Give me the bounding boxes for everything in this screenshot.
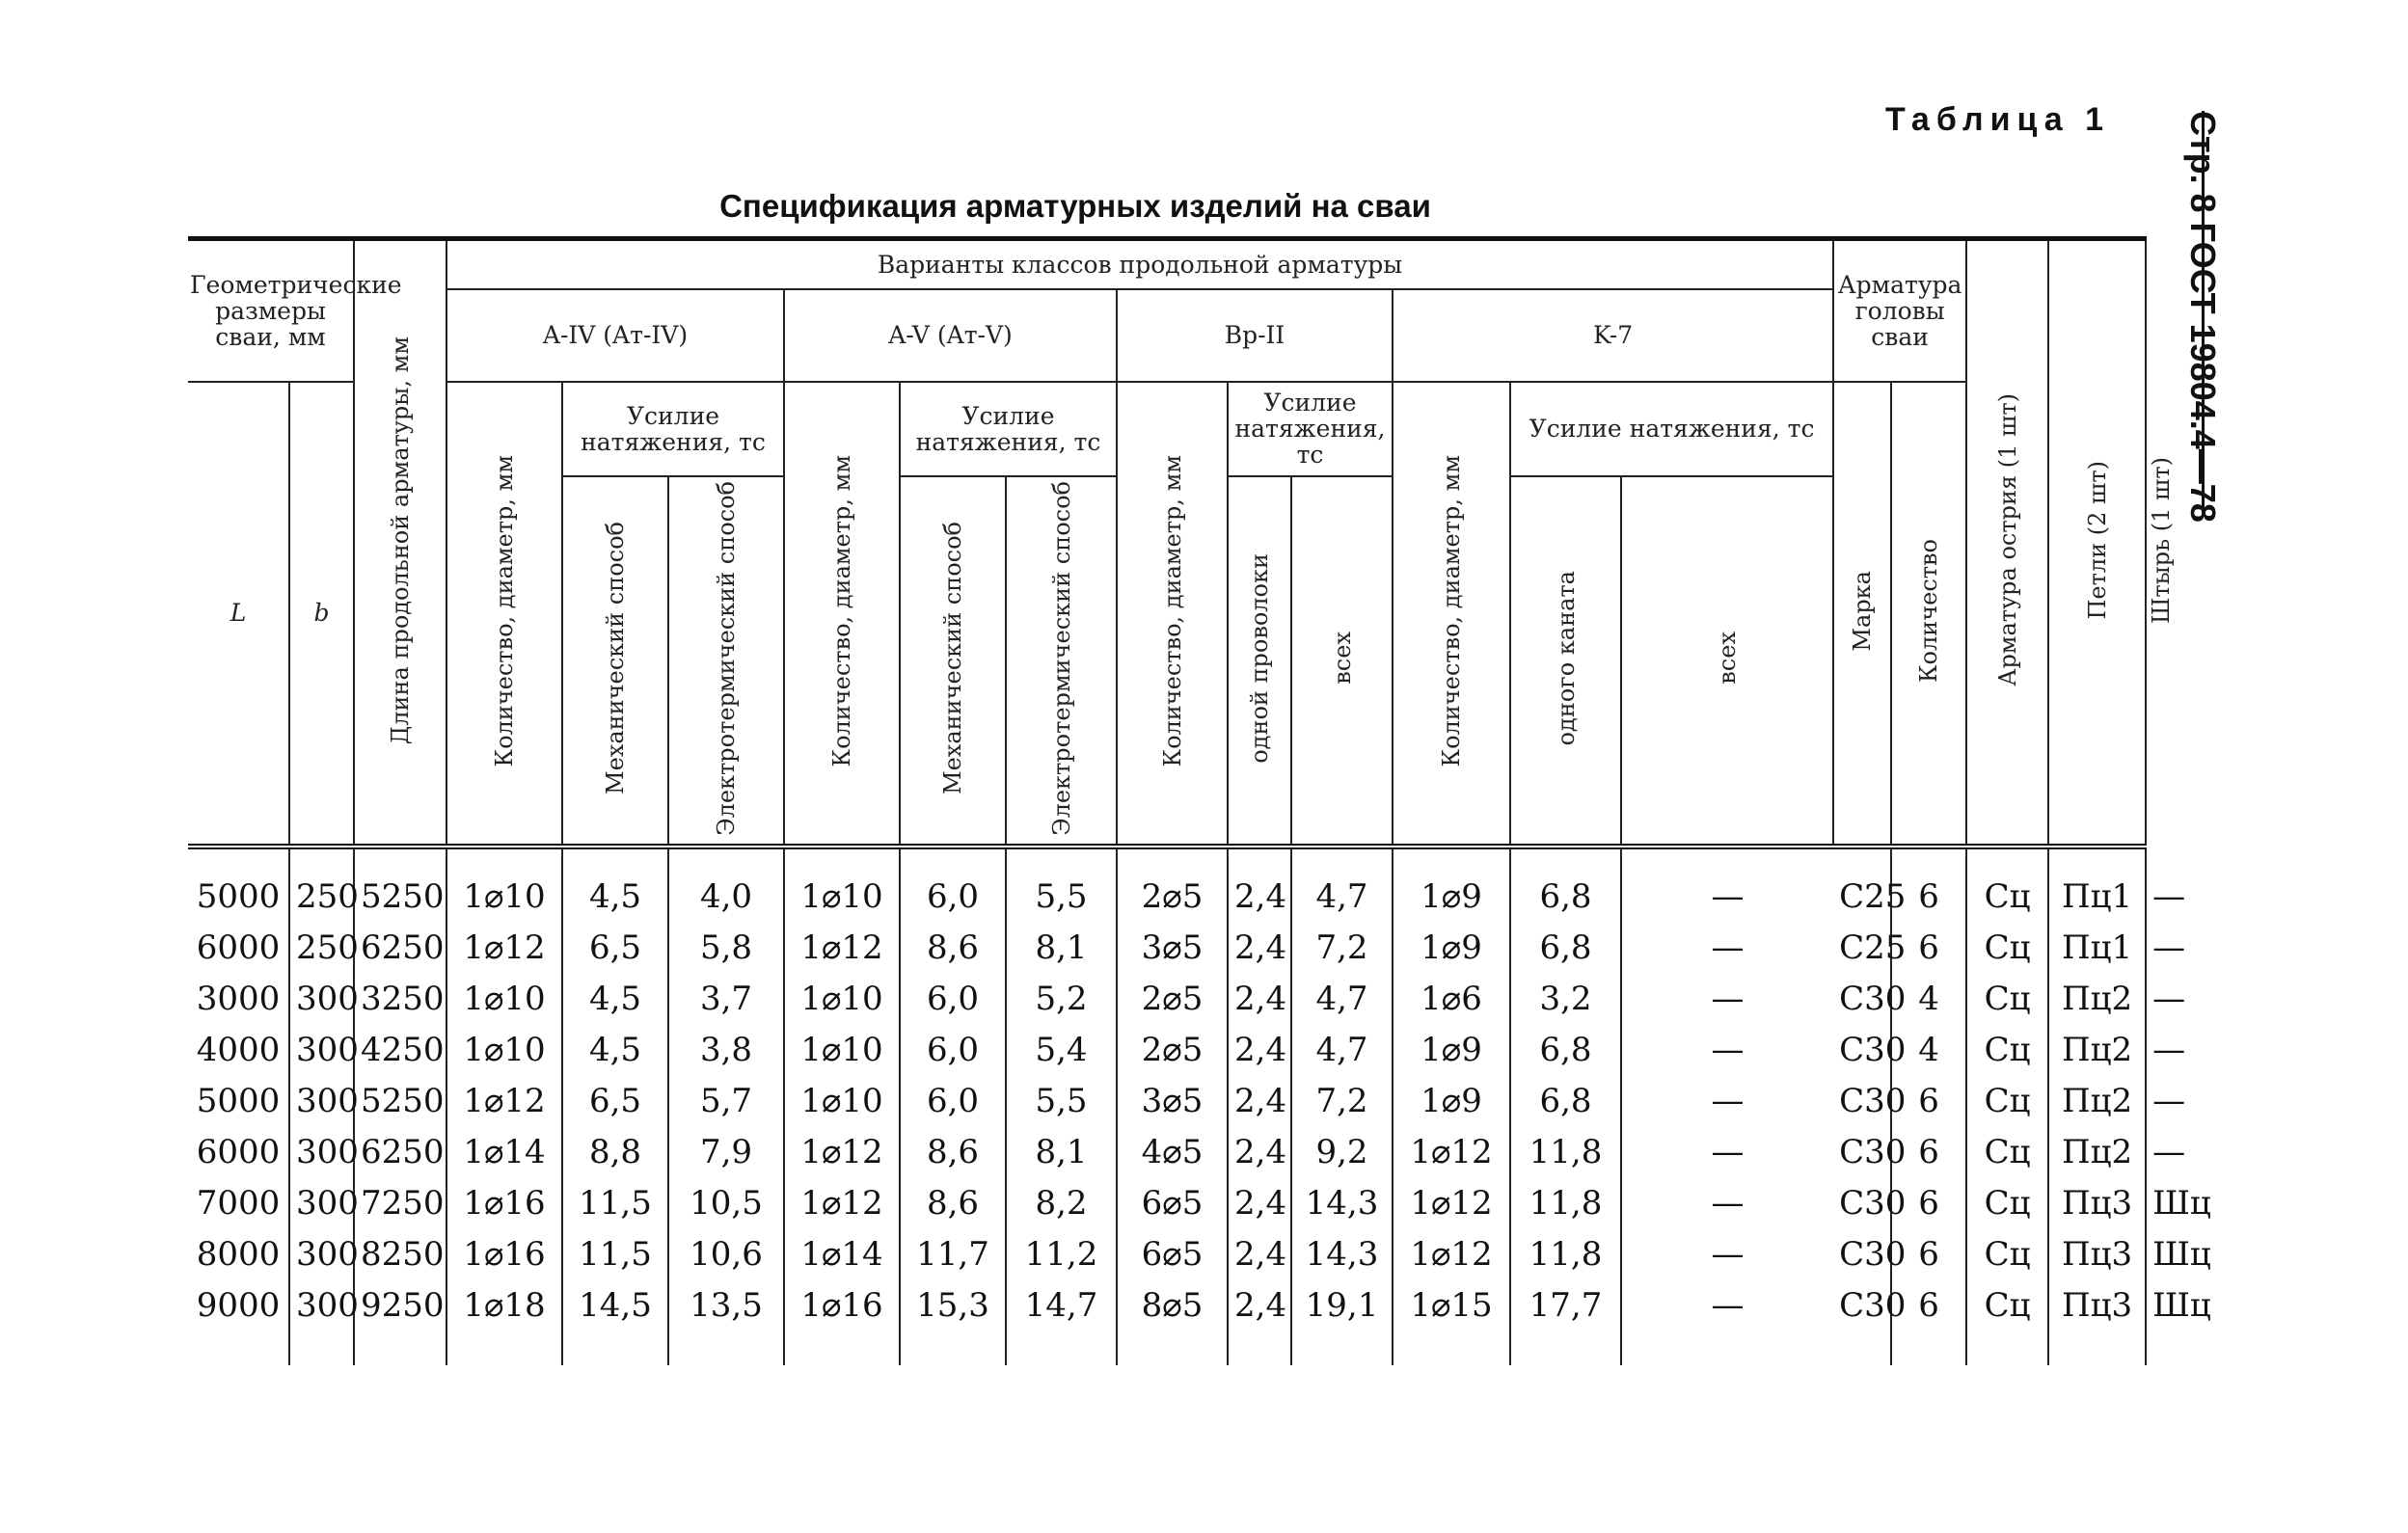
cell-a4-qty: 1⌀10 bbox=[446, 973, 562, 1024]
header-k7-qty: Количество, диаметр, мм bbox=[1393, 382, 1510, 847]
cell-tip: Сц bbox=[1966, 1279, 2048, 1365]
cell-bp-one-wire: 2,4 bbox=[1228, 1075, 1291, 1126]
cell-b: 300 bbox=[289, 1126, 354, 1177]
cell-a4-qty: 1⌀18 bbox=[446, 1279, 562, 1365]
cell-L: 5000 bbox=[188, 1075, 289, 1126]
header-bp-one-wire: одной проволоки bbox=[1228, 476, 1291, 847]
cell-tip: Сц bbox=[1966, 1228, 2048, 1279]
header-b: b bbox=[289, 382, 354, 847]
cell-a5-qty: 1⌀16 bbox=[784, 1279, 900, 1365]
cell-a5-electro: 5,5 bbox=[1006, 1075, 1117, 1126]
cell-b: 300 bbox=[289, 1228, 354, 1279]
cell-qty: 4 bbox=[1891, 1024, 1966, 1075]
cell-qty: 6 bbox=[1891, 1228, 1966, 1279]
cell-a5-electro: 8,1 bbox=[1006, 1126, 1117, 1177]
cell-k7-all: — bbox=[1621, 1177, 1833, 1228]
cell-a4-electro: 7,9 bbox=[668, 1126, 784, 1177]
header-L: L bbox=[188, 382, 289, 847]
cell-k7-one-rope: 17,7 bbox=[1510, 1279, 1621, 1365]
cell-tip: Сц bbox=[1966, 922, 2048, 973]
cell-k7-all: — bbox=[1621, 1024, 1833, 1075]
cell-mark: С30 bbox=[1833, 1075, 1891, 1126]
cell-k7-qty: 1⌀9 bbox=[1393, 922, 1510, 973]
cell-a4-electro: 10,5 bbox=[668, 1177, 784, 1228]
cell-mark: С25 bbox=[1833, 922, 1891, 973]
cell-a4-qty: 1⌀16 bbox=[446, 1228, 562, 1279]
cell-loops: Пц2 bbox=[2048, 1075, 2146, 1126]
cell-loops: Пц3 bbox=[2048, 1279, 2146, 1365]
cell-b: 250 bbox=[289, 847, 354, 922]
cell-tip: Сц bbox=[1966, 1024, 2048, 1075]
cell-bp-all: 4,7 bbox=[1291, 1024, 1393, 1075]
cell-qty: 6 bbox=[1891, 1075, 1966, 1126]
cell-a4-mech: 11,5 bbox=[562, 1177, 668, 1228]
cell-b: 250 bbox=[289, 922, 354, 973]
cell-a5-mech: 8,6 bbox=[900, 1177, 1006, 1228]
cell-b: 300 bbox=[289, 1177, 354, 1228]
table-row: 6000 300 6250 1⌀14 8,8 7,9 1⌀12 8,6 8,1 4⌀5 2,4 9,2 1⌀12 11,8 — С30 6 Сц Пц2 — bbox=[188, 1126, 2146, 1177]
table-title: Спецификация арматурных изделий на сваи bbox=[719, 188, 1431, 224]
table-row: 4000 300 4250 1⌀10 4,5 3,8 1⌀10 6,0 5,4 2⌀5 2,4 4,7 1⌀9 6,8 — С30 4 Сц Пц2 — bbox=[188, 1024, 2146, 1075]
cell-a5-mech: 6,0 bbox=[900, 1075, 1006, 1126]
cell-mark: С30 bbox=[1833, 1228, 1891, 1279]
cell-a4-electro: 10,6 bbox=[668, 1228, 784, 1279]
header-a4-force: Усилие натяжения, тс bbox=[562, 382, 784, 476]
header-k7-force: Усилие натяжения, тс bbox=[1510, 382, 1833, 476]
cell-a4-mech: 4,5 bbox=[562, 847, 668, 922]
cell-length: 5250 bbox=[354, 847, 446, 922]
cell-bp-qty: 8⌀5 bbox=[1117, 1279, 1228, 1365]
cell-a5-electro: 11,2 bbox=[1006, 1228, 1117, 1279]
header-a4-mech: Механический способ bbox=[562, 476, 668, 847]
cell-bp-qty: 2⌀5 bbox=[1117, 847, 1228, 922]
cell-a5-qty: 1⌀12 bbox=[784, 1126, 900, 1177]
cell-loops: Пц3 bbox=[2048, 1228, 2146, 1279]
cell-loops: Пц1 bbox=[2048, 847, 2146, 922]
cell-k7-qty: 1⌀12 bbox=[1393, 1177, 1510, 1228]
table-row: 9000 300 9250 1⌀18 14,5 13,5 1⌀16 15,3 14,7 8⌀5 2,4 19,1 1⌀15 17,7 — С30 6 Сц Пц3 Шц bbox=[188, 1279, 2146, 1365]
cell-a5-mech: 6,0 bbox=[900, 847, 1006, 922]
cell-a4-electro: 13,5 bbox=[668, 1279, 784, 1365]
header-tip-rebar: Арматура острия (1 шт) bbox=[1966, 239, 2048, 847]
cell-b: 300 bbox=[289, 973, 354, 1024]
cell-k7-qty: 1⌀12 bbox=[1393, 1126, 1510, 1177]
header-a5-force: Усилие натяжения, тс bbox=[900, 382, 1117, 476]
cell-k7-one-rope: 3,2 bbox=[1510, 973, 1621, 1024]
cell-a5-electro: 8,2 bbox=[1006, 1177, 1117, 1228]
header-variants: Варианты классов продольной арматуры bbox=[446, 239, 1833, 289]
cell-L: 8000 bbox=[188, 1228, 289, 1279]
cell-qty: 6 bbox=[1891, 1177, 1966, 1228]
cell-b: 300 bbox=[289, 1279, 354, 1365]
cell-bp-all: 4,7 bbox=[1291, 847, 1393, 922]
cell-bp-one-wire: 2,4 bbox=[1228, 973, 1291, 1024]
cell-b: 300 bbox=[289, 1075, 354, 1126]
cell-bp-qty: 4⌀5 bbox=[1117, 1126, 1228, 1177]
cell-L: 6000 bbox=[188, 922, 289, 973]
cell-a4-mech: 6,5 bbox=[562, 1075, 668, 1126]
cell-a4-mech: 14,5 bbox=[562, 1279, 668, 1365]
cell-qty: 6 bbox=[1891, 922, 1966, 973]
cell-mark: С30 bbox=[1833, 973, 1891, 1024]
header-head-rebar: Арматура головы сваи bbox=[1833, 239, 1966, 382]
cell-mark: С30 bbox=[1833, 1177, 1891, 1228]
cell-b: 300 bbox=[289, 1024, 354, 1075]
cell-a5-qty: 1⌀14 bbox=[784, 1228, 900, 1279]
cell-k7-one-rope: 6,8 bbox=[1510, 922, 1621, 973]
cell-length: 5250 bbox=[354, 1075, 446, 1126]
cell-k7-all: — bbox=[1621, 1228, 1833, 1279]
cell-L: 4000 bbox=[188, 1024, 289, 1075]
header-class-a5: A-V (Aт-V) bbox=[784, 289, 1117, 382]
header-length-rebar: Длина продольной арматуры, мм bbox=[354, 239, 446, 847]
cell-a5-mech: 11,7 bbox=[900, 1228, 1006, 1279]
cell-a5-mech: 6,0 bbox=[900, 1024, 1006, 1075]
cell-a5-qty: 1⌀12 bbox=[784, 1177, 900, 1228]
side-page-header: Стр. 8 ГОСТ 19804.4—78 bbox=[2183, 111, 2223, 523]
cell-bp-one-wire: 2,4 bbox=[1228, 1279, 1291, 1365]
cell-loops: Пц2 bbox=[2048, 1024, 2146, 1075]
cell-a4-qty: 1⌀14 bbox=[446, 1126, 562, 1177]
header-a5-electro: Электротермический способ bbox=[1006, 476, 1117, 847]
cell-L: 7000 bbox=[188, 1177, 289, 1228]
cell-bp-qty: 6⌀5 bbox=[1117, 1177, 1228, 1228]
cell-bp-all: 4,7 bbox=[1291, 973, 1393, 1024]
cell-k7-qty: 1⌀12 bbox=[1393, 1228, 1510, 1279]
cell-bp-qty: 2⌀5 bbox=[1117, 973, 1228, 1024]
header-class-k7: K-7 bbox=[1393, 289, 1833, 382]
cell-a4-qty: 1⌀16 bbox=[446, 1177, 562, 1228]
cell-a5-mech: 8,6 bbox=[900, 1126, 1006, 1177]
header-a4-qty: Количество, диаметр, мм bbox=[446, 382, 562, 847]
table-label: Таблица 1 bbox=[1885, 101, 2111, 138]
cell-bp-all: 7,2 bbox=[1291, 1075, 1393, 1126]
cell-L: 3000 bbox=[188, 973, 289, 1024]
cell-tip: Сц bbox=[1966, 847, 2048, 922]
header-bp-force: Усилие натяжения, тс bbox=[1228, 382, 1393, 476]
cell-a4-qty: 1⌀12 bbox=[446, 1075, 562, 1126]
header-a5-qty: Количество, диаметр, мм bbox=[784, 382, 900, 847]
cell-a4-electro: 3,8 bbox=[668, 1024, 784, 1075]
cell-k7-qty: 1⌀9 bbox=[1393, 1024, 1510, 1075]
cell-k7-all: — bbox=[1621, 973, 1833, 1024]
cell-a5-qty: 1⌀10 bbox=[784, 1024, 900, 1075]
cell-bp-one-wire: 2,4 bbox=[1228, 1024, 1291, 1075]
cell-mark: С30 bbox=[1833, 1024, 1891, 1075]
cell-k7-one-rope: 11,8 bbox=[1510, 1228, 1621, 1279]
header-k7-all: всех bbox=[1621, 476, 1833, 847]
cell-a4-electro: 5,8 bbox=[668, 922, 784, 973]
cell-length: 7250 bbox=[354, 1177, 446, 1228]
header-a5-mech: Механический способ bbox=[900, 476, 1006, 847]
cell-length: 4250 bbox=[354, 1024, 446, 1075]
cell-qty: 6 bbox=[1891, 847, 1966, 922]
table-body bbox=[188, 847, 2211, 1365]
header-mark: Марка bbox=[1833, 382, 1891, 847]
header-geometry: Геометрические размеры сваи, мм bbox=[188, 239, 354, 382]
cell-k7-all: — bbox=[1621, 1279, 1833, 1365]
cell-bp-qty: 6⌀5 bbox=[1117, 1228, 1228, 1279]
cell-k7-qty: 1⌀9 bbox=[1393, 1075, 1510, 1126]
cell-L: 6000 bbox=[188, 1126, 289, 1177]
table-row: 5000 250 5250 1⌀10 4,5 4,0 1⌀10 6,0 5,5 2⌀5 2,4 4,7 1⌀9 6,8 — С25 6 Сц Пц1 — bbox=[188, 847, 2146, 922]
cell-tip: Сц bbox=[1966, 973, 2048, 1024]
cell-tip: Сц bbox=[1966, 1075, 2048, 1126]
cell-loops: Пц2 bbox=[2048, 973, 2146, 1024]
cell-k7-one-rope: 6,8 bbox=[1510, 847, 1621, 922]
cell-qty: 6 bbox=[1891, 1126, 1966, 1177]
header-k7-one-rope: одного каната bbox=[1510, 476, 1621, 847]
cell-qty: 6 bbox=[1891, 1279, 1966, 1365]
cell-tip: Сц bbox=[1966, 1126, 2048, 1177]
cell-bp-qty: 3⌀5 bbox=[1117, 922, 1228, 973]
cell-bp-one-wire: 2,4 bbox=[1228, 1228, 1291, 1279]
cell-k7-qty: 1⌀6 bbox=[1393, 973, 1510, 1024]
cell-bp-qty: 3⌀5 bbox=[1117, 1075, 1228, 1126]
cell-a4-mech: 4,5 bbox=[562, 973, 668, 1024]
cell-length: 8250 bbox=[354, 1228, 446, 1279]
cell-a5-qty: 1⌀10 bbox=[784, 1075, 900, 1126]
cell-a4-qty: 1⌀10 bbox=[446, 847, 562, 922]
cell-L: 5000 bbox=[188, 847, 289, 922]
cell-a4-electro: 3,7 bbox=[668, 973, 784, 1024]
cell-L: 9000 bbox=[188, 1279, 289, 1365]
cell-a4-qty: 1⌀10 bbox=[446, 1024, 562, 1075]
cell-a5-mech: 8,6 bbox=[900, 922, 1006, 973]
cell-bp-one-wire: 2,4 bbox=[1228, 1177, 1291, 1228]
cell-a4-mech: 6,5 bbox=[562, 922, 668, 973]
cell-k7-one-rope: 6,8 bbox=[1510, 1024, 1621, 1075]
specification-table: Геометрические размеры сваи, мм Длина продольной арматуры, мм Варианты классов продольной арматуры Арматура головы сваи Арматура острия (1 шт) Петли (2 шт) Штырь (1 шт) A-IV (Aт-IV) A-V (Aт-V) Bp-II K-7 L b Количество, диаметр, мм Усилие натяжения, тс Количество, диаметр, мм Усилие натяжения, тс Количество, диаметр, мм Усилие натяжения, тс Количество, диаметр, мм Усилие натяжения, тс Марка Количество Механический способ Электротермический способ Механический способ Электротермический способ одной проволоки всех одного каната всех 5000 250 5250 1⌀10 4,5 4,0 1⌀10 6,0 5,5 2⌀5 2,4 4,7 1⌀9 6,8 — С25 6 Сц Пц1 — 6000 250 6250 1⌀12 6,5 5,8 1⌀12 8,6 8,1 3⌀5 2,4 7,2 1⌀9 6,8 — С25 6 Сц Пц1 — 3000 300 3250 1⌀10 4,5 3,7 1⌀10 6,0 5,2 2⌀5 2,4 4,7 1⌀6 3,2 — С30 4 Сц Пц2 — 4000 300 4250 1⌀10 4,5 3,8 1⌀10 6,0 5,4 2⌀5 2,4 4,7 1⌀9 6,8 — С30 4 Сц Пц2 — 5000 300 5250 1⌀12 6,5 5,7 1⌀10 6,0 5,5 3⌀5 2,4 7,2 1⌀9 6,8 — С30 6 Сц Пц2 — 6000 300 6250 1⌀14 8,8 7,9 1⌀12 8,6 8,1 4⌀5 2,4 9,2 1⌀12 11,8 — С30 6 Сц Пц2 — 7000 300 7250 1⌀16 11,5 10,5 1⌀12 8,6 8,2 6⌀5 2,4 14,3 1⌀12 11,8 — С30 6 Сц Пц3 Шц 8000 300 8250 1⌀16 11,5 10,6 1⌀14 11,7 11,2 6⌀5 2,4 14,3 1⌀12 11,8 — С30 6 Сц Пц3 Шц 9000 300 9250 1⌀18 14,5 13,5 1⌀16 15,3 14,7 8⌀5 2,4 19,1 1⌀15 17,7 — С30 6 Сц Пц3 Шц bbox=[188, 236, 2146, 1365]
cell-length: 6250 bbox=[354, 1126, 446, 1177]
cell-a5-qty: 1⌀10 bbox=[784, 847, 900, 922]
cell-loops: Пц3 bbox=[2048, 1177, 2146, 1228]
cell-k7-all: — bbox=[1621, 847, 1833, 922]
cell-a5-qty: 1⌀10 bbox=[784, 973, 900, 1024]
cell-a5-mech: 6,0 bbox=[900, 973, 1006, 1024]
cell-k7-qty: 1⌀9 bbox=[1393, 847, 1510, 922]
cell-tip: Сц bbox=[1966, 1177, 2048, 1228]
cell-a5-electro: 14,7 bbox=[1006, 1279, 1117, 1365]
cell-bp-all: 14,3 bbox=[1291, 1177, 1393, 1228]
cell-k7-all: — bbox=[1621, 1126, 1833, 1177]
header-class-bp2: Bp-II bbox=[1117, 289, 1393, 382]
cell-k7-one-rope: 11,8 bbox=[1510, 1177, 1621, 1228]
header-bp-all: всех bbox=[1291, 476, 1393, 847]
cell-a4-electro: 5,7 bbox=[668, 1075, 784, 1126]
table-row: 6000 250 6250 1⌀12 6,5 5,8 1⌀12 8,6 8,1 3⌀5 2,4 7,2 1⌀9 6,8 — С25 6 Сц Пц1 — bbox=[188, 922, 2146, 973]
header-loops: Петли (2 шт) bbox=[2048, 239, 2146, 847]
header-class-a4: A-IV (Aт-IV) bbox=[446, 289, 784, 382]
cell-bp-all: 19,1 bbox=[1291, 1279, 1393, 1365]
cell-a5-electro: 8,1 bbox=[1006, 922, 1117, 973]
cell-a4-electro: 4,0 bbox=[668, 847, 784, 922]
header-bp-qty: Количество, диаметр, мм bbox=[1117, 382, 1228, 847]
cell-k7-one-rope: 6,8 bbox=[1510, 1075, 1621, 1126]
cell-a4-mech: 8,8 bbox=[562, 1126, 668, 1177]
cell-a5-electro: 5,2 bbox=[1006, 973, 1117, 1024]
cell-a4-mech: 11,5 bbox=[562, 1228, 668, 1279]
cell-mark: С25 bbox=[1833, 847, 1891, 922]
cell-bp-all: 14,3 bbox=[1291, 1228, 1393, 1279]
cell-a4-mech: 4,5 bbox=[562, 1024, 668, 1075]
cell-qty: 4 bbox=[1891, 973, 1966, 1024]
cell-mark: С30 bbox=[1833, 1126, 1891, 1177]
cell-bp-one-wire: 2,4 bbox=[1228, 1126, 1291, 1177]
table-row: 8000 300 8250 1⌀16 11,5 10,6 1⌀14 11,7 11,2 6⌀5 2,4 14,3 1⌀12 11,8 — С30 6 Сц Пц3 Шц bbox=[188, 1228, 2146, 1279]
header-a4-electro: Электротермический способ bbox=[668, 476, 784, 847]
table-row: 3000 300 3250 1⌀10 4,5 3,7 1⌀10 6,0 5,2 2⌀5 2,4 4,7 1⌀6 3,2 — С30 4 Сц Пц2 — bbox=[188, 973, 2146, 1024]
header-qty: Количество bbox=[1891, 382, 1966, 847]
cell-k7-one-rope: 11,8 bbox=[1510, 1126, 1621, 1177]
cell-a5-mech: 15,3 bbox=[900, 1279, 1006, 1365]
cell-bp-one-wire: 2,4 bbox=[1228, 922, 1291, 973]
cell-k7-qty: 1⌀15 bbox=[1393, 1279, 1510, 1365]
cell-bp-qty: 2⌀5 bbox=[1117, 1024, 1228, 1075]
cell-length: 9250 bbox=[354, 1279, 446, 1365]
cell-a5-electro: 5,5 bbox=[1006, 847, 1117, 922]
cell-k7-all: — bbox=[1621, 922, 1833, 973]
cell-k7-all: — bbox=[1621, 1075, 1833, 1126]
table-row: 7000 300 7250 1⌀16 11,5 10,5 1⌀12 8,6 8,2 6⌀5 2,4 14,3 1⌀12 11,8 — С30 6 Сц Пц3 Шц bbox=[188, 1177, 2146, 1228]
table-row: 5000 300 5250 1⌀12 6,5 5,7 1⌀10 6,0 5,5 3⌀5 2,4 7,2 1⌀9 6,8 — С30 6 Сц Пц2 — bbox=[188, 1075, 2146, 1126]
cell-a4-qty: 1⌀12 bbox=[446, 922, 562, 973]
cell-bp-all: 7,2 bbox=[1291, 922, 1393, 973]
cell-length: 6250 bbox=[354, 922, 446, 973]
cell-a5-electro: 5,4 bbox=[1006, 1024, 1117, 1075]
cell-bp-all: 9,2 bbox=[1291, 1126, 1393, 1177]
cell-mark: С30 bbox=[1833, 1279, 1891, 1365]
cell-a5-qty: 1⌀12 bbox=[784, 922, 900, 973]
cell-bp-one-wire: 2,4 bbox=[1228, 847, 1291, 922]
cell-length: 3250 bbox=[354, 973, 446, 1024]
cell-loops: Пц2 bbox=[2048, 1126, 2146, 1177]
cell-loops: Пц1 bbox=[2048, 922, 2146, 973]
